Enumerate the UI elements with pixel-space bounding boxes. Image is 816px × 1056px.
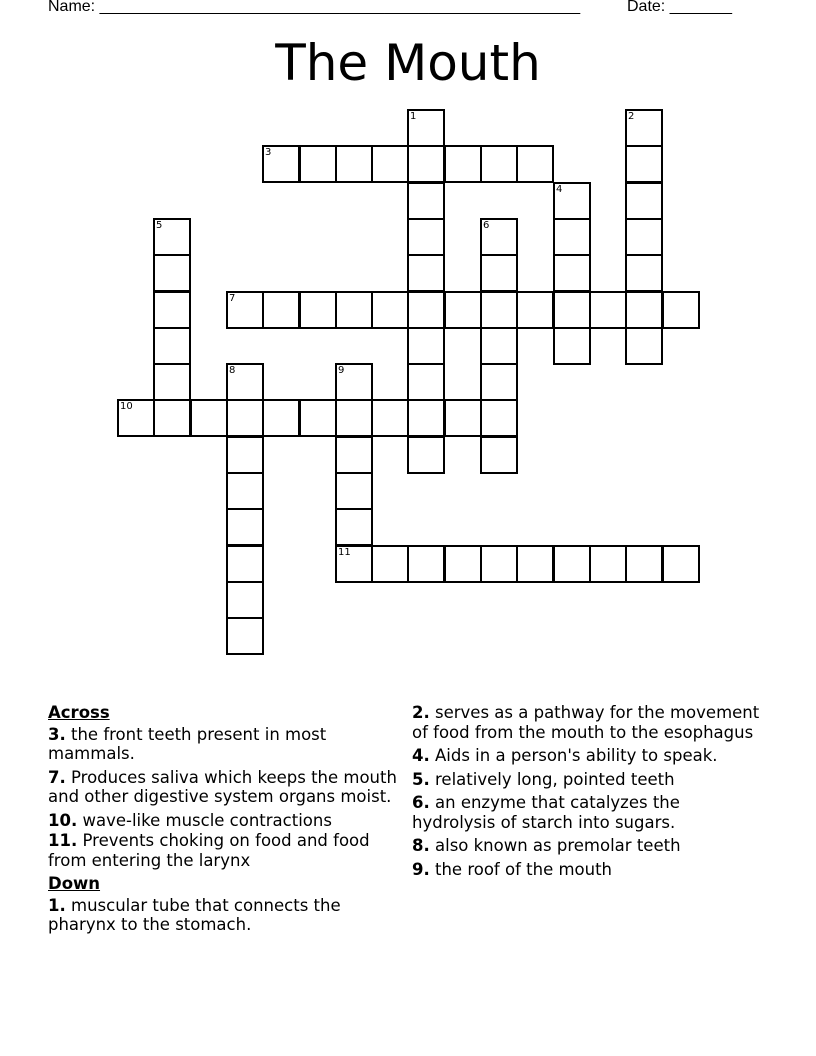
crossword-cell[interactable] (625, 327, 663, 365)
crossword-cell[interactable] (262, 291, 300, 329)
clue-across-3 (48, 725, 398, 764)
clue-down-4 (412, 746, 762, 766)
cell-number: 10 (120, 401, 133, 412)
crossword-cell[interactable] (299, 145, 337, 183)
clue-text: also known as premolar teeth (435, 836, 681, 855)
crossword-cell[interactable] (480, 436, 518, 474)
clue-down-9 (412, 860, 762, 880)
crossword-cell[interactable] (444, 399, 482, 437)
crossword-cell[interactable] (625, 254, 663, 292)
clues-left-column (48, 703, 398, 939)
clue-down-8 (412, 836, 762, 856)
crossword-cell[interactable] (480, 254, 518, 292)
crossword-cell[interactable] (262, 399, 300, 437)
crossword-cell[interactable] (335, 145, 373, 183)
crossword-cell[interactable] (335, 472, 373, 510)
crossword-cell[interactable] (407, 218, 445, 256)
cell-number: 8 (229, 365, 236, 376)
crossword-cell[interactable] (662, 545, 700, 583)
date-line[interactable]: Date: _______ (627, 0, 732, 15)
crossword-cell[interactable] (262, 145, 300, 183)
cell-number: 4 (556, 184, 563, 195)
crossword-cell[interactable] (371, 145, 409, 183)
clue-text: serves as a pathway for the movement of food from the mouth to the esophagus (412, 703, 760, 742)
crossword-cell[interactable] (153, 291, 191, 329)
crossword-cell[interactable] (371, 399, 409, 437)
clue-text: Aids in a person's ability to speak. (435, 746, 718, 765)
page-title: The Mouth (275, 34, 541, 92)
crossword-cell[interactable] (480, 218, 518, 256)
crossword-cell[interactable] (407, 254, 445, 292)
crossword-cell[interactable] (153, 363, 191, 401)
cell-number: 11 (338, 547, 351, 558)
crossword-cell[interactable] (153, 399, 191, 437)
crossword-cell[interactable] (553, 254, 591, 292)
crossword-cell[interactable] (553, 218, 591, 256)
clue-down-6 (412, 793, 762, 832)
crossword-cell[interactable] (335, 508, 373, 546)
clue-down-2 (412, 703, 762, 742)
cell-number: 7 (229, 293, 236, 304)
crossword-cell[interactable] (625, 545, 663, 583)
crossword-cell[interactable] (226, 581, 264, 619)
crossword-cell[interactable] (226, 545, 264, 583)
crossword-cell[interactable] (335, 436, 373, 474)
crossword-cell[interactable] (153, 218, 191, 256)
clue-text: an enzyme that catalyzes the hydrolysis of starch into sugars. (412, 793, 680, 832)
clue-across-10 (48, 811, 398, 831)
clue-number: 9. (412, 859, 430, 879)
crossword-cell[interactable] (589, 545, 627, 583)
crossword-cell[interactable] (480, 545, 518, 583)
crossword-cell[interactable] (335, 545, 373, 583)
clue-across-11 (48, 831, 398, 870)
crossword-cell[interactable] (371, 291, 409, 329)
crossword-cell[interactable] (553, 291, 591, 329)
crossword-cell[interactable] (516, 291, 554, 329)
crossword-cell[interactable] (335, 363, 373, 401)
clue-text: relatively long, pointed teeth (435, 769, 675, 789)
clue-down-1 (48, 896, 398, 935)
crossword-cell[interactable] (480, 145, 518, 183)
crossword-cell[interactable] (371, 545, 409, 583)
crossword-cell[interactable] (407, 145, 445, 183)
cell-number: 1 (410, 111, 417, 122)
crossword-cell[interactable] (407, 291, 445, 329)
crossword-cell[interactable] (662, 291, 700, 329)
crossword-cell[interactable] (226, 472, 264, 510)
crossword-cell[interactable] (625, 182, 663, 220)
crossword-cell[interactable] (553, 327, 591, 365)
clue-number: 5. (412, 769, 430, 789)
cell-number: 6 (483, 220, 490, 231)
clue-number: 1. (48, 895, 66, 915)
crossword-cell[interactable] (480, 327, 518, 365)
cell-number: 9 (338, 365, 345, 376)
clue-text: wave-like muscle contractions (82, 810, 332, 830)
crossword-cell[interactable] (299, 399, 337, 437)
crossword-cell[interactable] (153, 254, 191, 292)
crossword-cell[interactable] (407, 436, 445, 474)
clue-text: Produces saliva which keeps the mouth and other digestive system organs moist. (48, 767, 397, 806)
crossword-cell[interactable] (407, 399, 445, 437)
crossword-cell[interactable] (553, 545, 591, 583)
clue-number: 10. (48, 810, 78, 830)
crossword-cell[interactable] (299, 291, 337, 329)
crossword-cell[interactable] (407, 545, 445, 583)
clue-text: the roof of the mouth (435, 859, 613, 879)
crossword-cell[interactable] (516, 145, 554, 183)
crossword-cell[interactable] (226, 363, 264, 401)
crossword-cell[interactable] (335, 399, 373, 437)
crossword-cell[interactable] (516, 545, 554, 583)
clue-across-7 (48, 768, 398, 807)
crossword-cell[interactable] (117, 399, 155, 437)
crossword-cell[interactable] (625, 145, 663, 183)
cell-number: 5 (156, 220, 163, 231)
crossword-cell[interactable] (444, 545, 482, 583)
crossword-cell[interactable] (480, 363, 518, 401)
crossword-cell[interactable] (407, 327, 445, 365)
crossword-cell[interactable] (226, 436, 264, 474)
crossword-cell[interactable] (625, 109, 663, 147)
clue-number: 7. (48, 767, 66, 787)
crossword-cell[interactable] (625, 291, 663, 329)
cell-number: 3 (265, 147, 272, 158)
clue-text: the front teeth present in most mammals. (48, 724, 327, 763)
crossword-cell[interactable] (335, 291, 373, 329)
clue-text: muscular tube that connects the pharynx to the stomach. (48, 895, 341, 934)
crossword-cell[interactable] (407, 363, 445, 401)
crossword-cell[interactable] (153, 327, 191, 365)
crossword-cell[interactable] (625, 218, 663, 256)
crossword-cell[interactable] (407, 182, 445, 220)
crossword-cell[interactable] (226, 617, 264, 655)
name-line[interactable]: Name: ______________________________________________________ (48, 0, 581, 15)
clue-number: 3. (48, 724, 66, 744)
crossword-cell[interactable] (226, 399, 264, 437)
crossword-cell[interactable] (226, 291, 264, 329)
crossword-cell[interactable] (444, 291, 482, 329)
crossword-cell[interactable] (407, 109, 445, 147)
across-heading: Across (48, 703, 110, 722)
crossword-cell[interactable] (226, 508, 264, 546)
crossword-cell[interactable] (589, 291, 627, 329)
crossword-cell[interactable] (553, 182, 591, 220)
clue-number: 8. (412, 836, 430, 855)
clue-down-5 (412, 770, 762, 790)
crossword-cell[interactable] (480, 399, 518, 437)
clue-number: 2. (412, 703, 430, 722)
clue-number: 4. (412, 746, 430, 765)
clue-text: Prevents choking on food and food from entering the larynx (48, 831, 370, 870)
crossword-cell[interactable] (190, 399, 228, 437)
clues-right-column (412, 703, 762, 883)
clue-number: 6. (412, 793, 430, 812)
cell-number: 2 (628, 111, 635, 122)
down-heading: Down (48, 874, 101, 893)
clue-number: 11. (48, 831, 78, 850)
crossword-cell[interactable] (480, 291, 518, 329)
crossword-cell[interactable] (444, 145, 482, 183)
